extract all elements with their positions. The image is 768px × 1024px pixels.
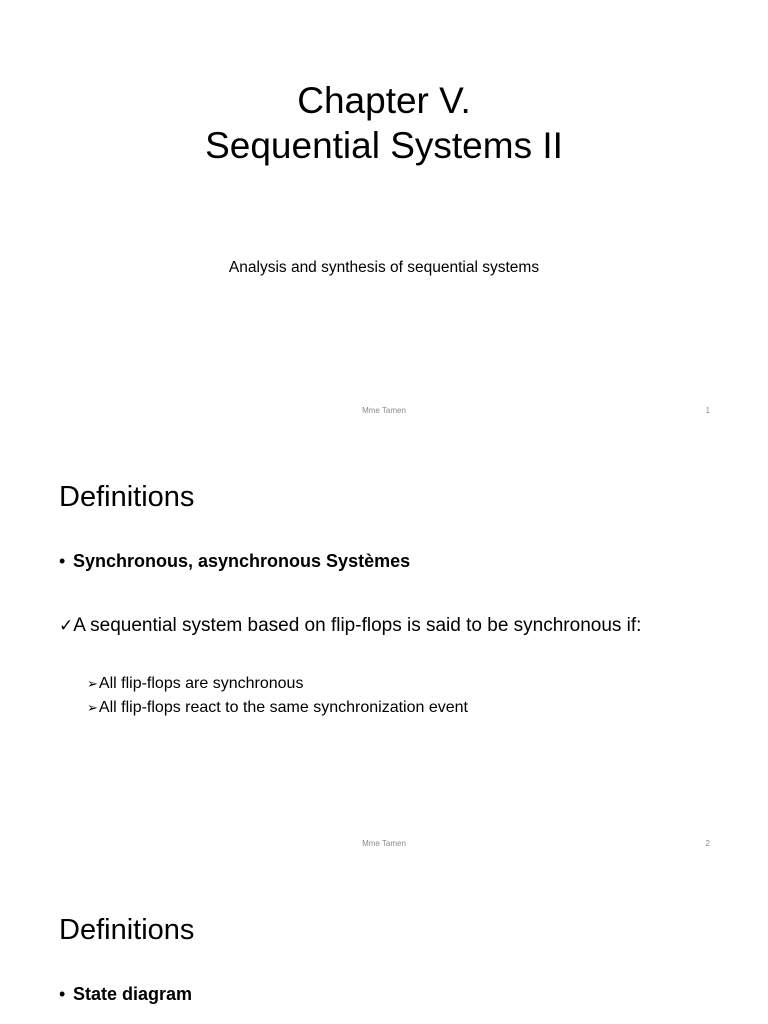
- slide-1: [0, 0, 768, 433]
- slide-footer-author: Mme Tamen: [362, 406, 406, 415]
- bullet-item: [59, 549, 410, 573]
- bullet-text: State diagram: [73, 984, 193, 1004]
- check-item: [59, 614, 641, 638]
- chapter-subtitle-title: Sequential Systems II: [205, 125, 563, 166]
- slide-subtitle: Analysis and synthesis of sequential systems: [228, 259, 540, 276]
- slide-footer-author: Mme Tamen: [362, 839, 406, 848]
- sub-item-text: All flip-flops react to the same synchronization event: [98, 699, 468, 716]
- sub-item: [87, 697, 468, 720]
- bullet-icon: •: [59, 551, 66, 571]
- arrow-bullet-icon: ➢: [87, 701, 98, 716]
- bullet-text: Synchronous, asynchronous Systèmes: [73, 551, 411, 571]
- bullet-icon: •: [59, 984, 66, 1004]
- slide-heading: Definitions: [59, 914, 195, 946]
- slide-2: [0, 433, 768, 866]
- sub-item-text: All flip-flops are synchronous: [98, 675, 304, 692]
- bullet-item: [59, 982, 192, 1006]
- slide-heading: Definitions: [59, 481, 195, 513]
- chapter-title: Chapter V.: [297, 80, 471, 121]
- check-text: A sequential system based on flip-flops is said to be synchronous if:: [73, 615, 642, 636]
- slide-page-number: 1: [705, 406, 710, 415]
- slide-page-number: 2: [705, 839, 710, 848]
- sub-item: [87, 673, 303, 696]
- check-icon: ✓: [59, 616, 74, 636]
- arrow-bullet-icon: ➢: [87, 677, 98, 692]
- slide-3: [0, 866, 768, 1024]
